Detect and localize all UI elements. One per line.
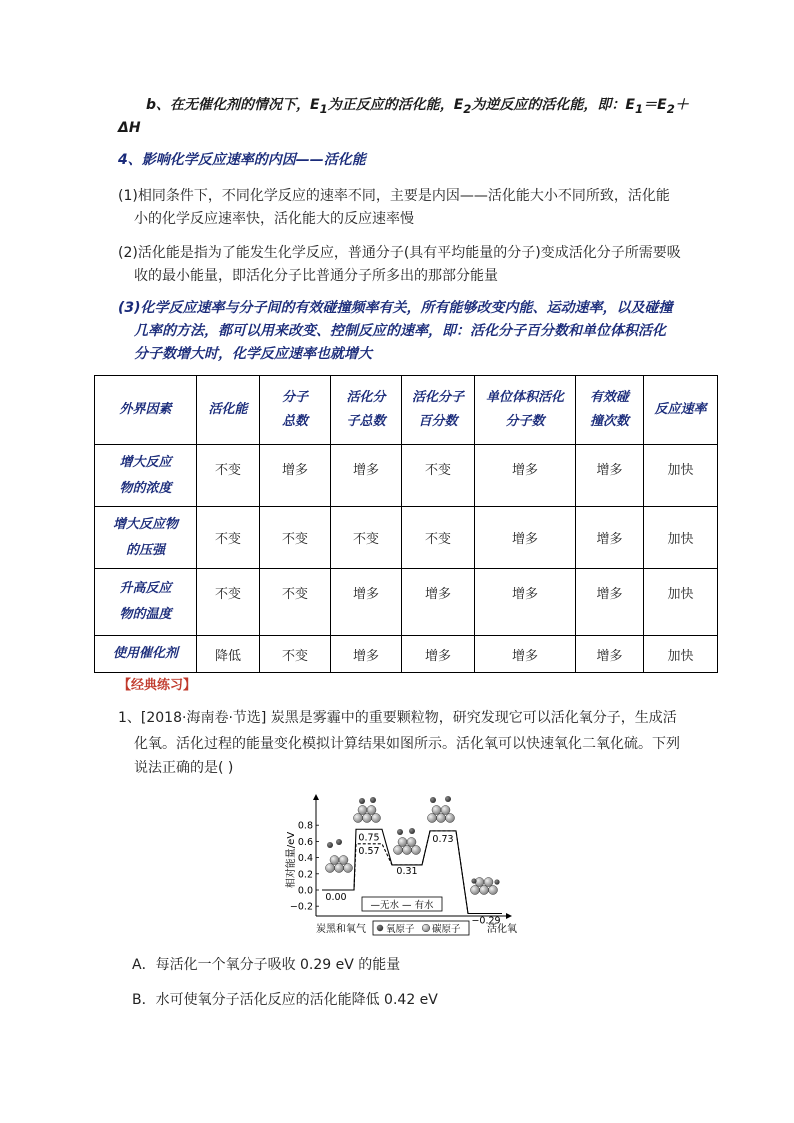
legend-series-text: —无水 — 有水 bbox=[370, 900, 434, 911]
text: ＝E bbox=[643, 97, 667, 113]
table-cell: 不变 bbox=[402, 507, 475, 569]
header-cell bbox=[644, 376, 718, 445]
header-text: 活化分 bbox=[346, 390, 386, 405]
table-cell: 不变 bbox=[197, 507, 260, 569]
molecule-start-icon bbox=[326, 839, 353, 873]
table-cell: 不变 bbox=[197, 569, 260, 636]
header-text: 外界因素 bbox=[119, 402, 172, 417]
table-cell: 加快 bbox=[644, 636, 718, 673]
value-label: 0.73 bbox=[432, 833, 454, 845]
subscript: 1 bbox=[635, 101, 644, 116]
point-2-line-1: (2)活化能是指为了能发生化学反应，普通分子(具有平均能量的分子)变成活化分子所需要吸 bbox=[118, 245, 681, 261]
table-cell: 加快 bbox=[644, 445, 718, 507]
table-cell: 不变 bbox=[260, 569, 331, 636]
table-cell: 增多 bbox=[260, 445, 331, 507]
oxygen-atom-icon bbox=[377, 925, 383, 931]
factors-table bbox=[94, 375, 718, 673]
point-3-line-2: 几率的方法，都可以用来改变、控制反应的速率，即：活化分子百分数和单位体积活化 bbox=[134, 323, 666, 339]
y-tick-label: 0.4 bbox=[297, 853, 313, 865]
molecule-ts2-icon bbox=[428, 796, 455, 823]
text: b、在无催化剂的情况下，E bbox=[146, 97, 320, 113]
legend-oxygen: 氧原子 bbox=[386, 924, 415, 935]
table-cell: 加快 bbox=[644, 569, 718, 636]
y-tick-label: 0.0 bbox=[297, 885, 313, 897]
table-cell: 不变 bbox=[197, 445, 260, 507]
table-row bbox=[95, 569, 718, 636]
table-cell: 增多 bbox=[331, 569, 402, 636]
header-text: 活化分子 bbox=[411, 390, 464, 405]
question-1-line-1: 1、[2018·海南卷·节选] 炭黑是雾霾中的重要颗粒物，研究发现它可以活化氧分子，生成活 bbox=[118, 710, 677, 726]
subscript: 2 bbox=[666, 101, 675, 116]
table-cell: 增多 bbox=[475, 569, 576, 636]
x-label-end: 活化氧 bbox=[487, 924, 517, 935]
header-text: 总数 bbox=[281, 414, 308, 429]
question-1-line-2: 化氧。活化过程的能量变化模拟计算结果如图所示。活化氧可以快速氧化二氧化硫。下列 bbox=[134, 736, 680, 752]
point-2-line-2: 收的最小能量，即活化分子比普通分子所多出的那部分能量 bbox=[134, 268, 498, 284]
table-cell: 增多 bbox=[402, 636, 475, 673]
factor-text: 物的浓度 bbox=[119, 480, 172, 496]
molecule-ts1-icon bbox=[354, 797, 381, 823]
x-label-start: 炭黑和氧气 bbox=[316, 924, 366, 935]
subscript: 1 bbox=[319, 101, 328, 116]
header-text: 撞次数 bbox=[589, 414, 629, 429]
option-b: B．水可使氧分子活化反应的活化能降低 0.42 eV bbox=[132, 992, 438, 1008]
molecule-mid-icon bbox=[394, 828, 421, 855]
carbon-atom-icon bbox=[422, 924, 430, 932]
value-label: 0.00 bbox=[325, 892, 347, 903]
y-axis-label: 相对能量/eV bbox=[286, 831, 297, 889]
point-b-line bbox=[146, 94, 689, 120]
value-label: 0.31 bbox=[396, 865, 418, 877]
table-cell: 不变 bbox=[260, 636, 331, 673]
y-tick-label: 0.8 bbox=[297, 820, 313, 832]
table-cell: 增多 bbox=[576, 507, 644, 569]
point-1-line-2: 小的化学反应速率快，活化能大的反应速率慢 bbox=[134, 211, 414, 227]
value-label: 0.75 bbox=[358, 832, 380, 844]
factor-text: 增大反应 bbox=[119, 454, 172, 470]
table-row bbox=[95, 636, 718, 673]
table-cell: 降低 bbox=[197, 636, 260, 673]
factor-cell bbox=[95, 636, 197, 673]
table-cell: 增多 bbox=[331, 636, 402, 673]
table-row bbox=[95, 445, 718, 507]
header-text: 分子数 bbox=[505, 414, 545, 429]
header-text: 子总数 bbox=[346, 414, 386, 429]
table-cell: 不变 bbox=[402, 445, 475, 507]
table-cell: 增多 bbox=[576, 445, 644, 507]
y-tick-label: −0.2 bbox=[289, 901, 313, 913]
table-row bbox=[95, 507, 718, 569]
factor-text: 增大反应物 bbox=[112, 516, 178, 532]
header-text: 有效碰 bbox=[589, 390, 629, 405]
energy-diagram bbox=[270, 790, 520, 940]
header-text: 反应速率 bbox=[654, 402, 707, 417]
header-text: 单位体积活化 bbox=[485, 390, 564, 405]
table-header-row bbox=[95, 376, 718, 445]
header-text: 分子 bbox=[281, 390, 308, 405]
delta-h: ΔH bbox=[118, 120, 141, 136]
header-cell bbox=[576, 376, 644, 445]
subscript: 2 bbox=[463, 101, 472, 116]
y-tick-label: 0.6 bbox=[297, 836, 313, 848]
y-tick-label: 0.2 bbox=[297, 869, 313, 881]
legend-carbon: 碳原子 bbox=[432, 924, 461, 935]
factor-text: 物的温度 bbox=[119, 607, 172, 622]
table-cell: 不变 bbox=[331, 507, 402, 569]
text: ＋ bbox=[674, 97, 689, 113]
point-3-line-3: 分子数增大时，化学反应速率也就增大 bbox=[134, 346, 372, 362]
factor-cell bbox=[95, 569, 197, 636]
table-cell: 增多 bbox=[576, 569, 644, 636]
text: 为逆反应的活化能，即：E bbox=[471, 97, 635, 113]
factor-text: 升高反应 bbox=[119, 581, 172, 596]
y-axis-arrow bbox=[313, 794, 319, 800]
value-label: −0.29 bbox=[471, 915, 501, 927]
option-a: A．每活化一个氧分子吸收 0.29 eV 的能量 bbox=[132, 957, 401, 973]
header-text: 百分数 bbox=[418, 414, 458, 429]
table-cell: 增多 bbox=[475, 636, 576, 673]
question-1-line-3: 说法正确的是( ) bbox=[134, 760, 234, 776]
header-text: 活化能 bbox=[208, 402, 248, 417]
header-cell bbox=[95, 376, 197, 445]
practice-label: 【经典练习】 bbox=[118, 678, 197, 693]
header-cell bbox=[331, 376, 402, 445]
table-cell: 增多 bbox=[475, 507, 576, 569]
section-4-title: 4、影响化学反应速率的内因——活化能 bbox=[118, 152, 366, 168]
table-cell: 增多 bbox=[402, 569, 475, 636]
factor-cell bbox=[95, 445, 197, 507]
molecule-end-icon bbox=[471, 878, 500, 895]
value-label: 0.57 bbox=[358, 845, 380, 857]
factor-text: 使用催化剂 bbox=[112, 646, 178, 661]
factor-cell bbox=[95, 507, 197, 569]
table-cell: 增多 bbox=[576, 636, 644, 673]
table-cell: 加快 bbox=[644, 507, 718, 569]
header-cell bbox=[197, 376, 260, 445]
text: 为正反应的活化能，E bbox=[327, 97, 464, 113]
table-cell: 增多 bbox=[331, 445, 402, 507]
header-cell bbox=[260, 376, 331, 445]
x-axis-arrow bbox=[506, 913, 512, 919]
table-cell: 增多 bbox=[475, 445, 576, 507]
point-3-line-1: (3)化学反应速率与分子间的有效碰撞频率有关，所有能够改变内能、运动速率，以及碰撞 bbox=[118, 300, 673, 316]
header-cell bbox=[402, 376, 475, 445]
header-cell bbox=[475, 376, 576, 445]
factor-text: 的压强 bbox=[125, 542, 165, 558]
point-1-line-1: (1)相同条件下，不同化学反应的速率不同，主要是内因——活化能大小不同所致，活化能 bbox=[118, 188, 670, 204]
table-cell: 不变 bbox=[260, 507, 331, 569]
